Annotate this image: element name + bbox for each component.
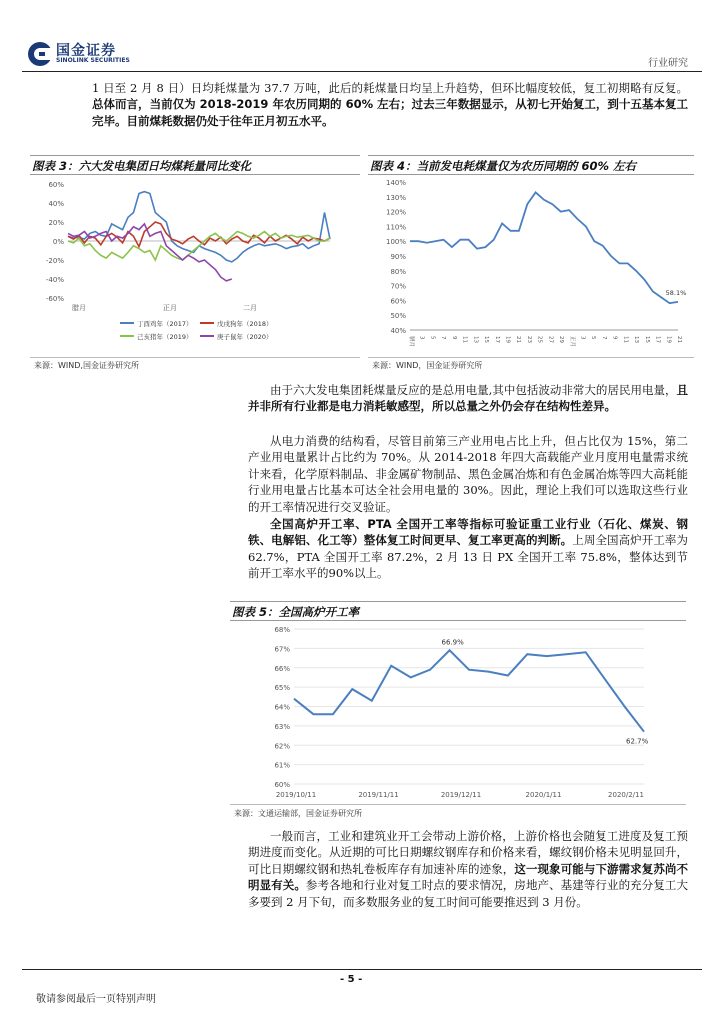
page-header bbox=[22, 38, 702, 70]
y-tick-label: 110% bbox=[385, 223, 406, 232]
paragraph-intro-line1: 1 日至 2 月 8 日）日均耗煤量为 37.7 万吨，此后的耗煤量日均呈上升趋势，但 bbox=[92, 81, 503, 95]
paragraph-electricity bbox=[248, 382, 688, 415]
x-tick-label: 3 bbox=[418, 336, 425, 340]
figure-3-source-divider bbox=[30, 357, 360, 358]
y-tick-label: 40% bbox=[390, 327, 406, 335]
section-label: 行业研究 bbox=[648, 58, 688, 69]
y-tick-label: 90% bbox=[390, 253, 406, 261]
y-tick-label: 60% bbox=[390, 297, 406, 306]
paragraph-intro bbox=[92, 80, 688, 129]
figure-4-chart bbox=[368, 176, 694, 356]
y-tick-label: 63% bbox=[274, 722, 290, 731]
x-tick-label: 17 bbox=[654, 336, 661, 343]
x-tick-label: 腊月 bbox=[408, 336, 414, 348]
figure-5-source-divider bbox=[230, 804, 686, 805]
y-tick-label: 68% bbox=[274, 626, 290, 634]
paragraph-structure: 从电力消费的结构看，尽管目前第三产业用电占比上升，但占比仅为 15%，第二产业用电量累计占比约为 70%。从 2014-2018 年四大高载能产业月度用电量需求统计来看，化学原料制品、非金属矿物制品、黑色金属冶炼和有色金属冶炼等四大高耗能行业用电量占比基本可达全社会用电量的 30%。因此，理论上我们可以选取这些行业的开工率情况进行交叉验证。 bbox=[248, 434, 688, 514]
x-tick-label: 2019/11/11 bbox=[358, 791, 399, 799]
paragraph-intro-line2: 环比幅度较低，复工初期略有反复。 bbox=[502, 81, 689, 95]
y-tick-label: 130% bbox=[385, 193, 406, 202]
x-tick-label: 15 bbox=[483, 336, 490, 343]
x-tick-label: 29 bbox=[558, 336, 565, 343]
y-tick-label: -40% bbox=[45, 276, 64, 284]
x-tick-label: 腊月 bbox=[72, 304, 86, 312]
x-tick-label: 9 bbox=[450, 336, 457, 340]
x-tick-label: 25 bbox=[536, 336, 543, 343]
y-tick-label: 66% bbox=[274, 664, 290, 673]
figure-4-source-divider bbox=[368, 357, 694, 358]
x-tick-label: 2020/1/11 bbox=[525, 791, 562, 799]
x-tick-label: 5 bbox=[590, 336, 597, 340]
paragraph-prices-bold: 这一现象可能与下游需求复苏尚不明显有关。 bbox=[248, 861, 689, 893]
x-tick-label: 9 bbox=[611, 336, 618, 340]
legend-label: 丁酉鸡年（2017） bbox=[137, 320, 193, 328]
x-tick-label: 11 bbox=[461, 336, 468, 343]
series-line-1 bbox=[294, 650, 644, 731]
x-tick-label: 正月 bbox=[163, 304, 177, 312]
paragraph-blast-furnace-normal: 上周全国高炉开工率为 62.7%，PTA 全国开工率 87.2%，2 月 13 日 PX 全国开工率 75.8%，整体达到节前开工率水平的90%以上。 bbox=[248, 533, 689, 581]
x-tick-label: 21 bbox=[515, 336, 522, 343]
y-tick-label: -20% bbox=[45, 257, 64, 265]
sinolink-logo-icon bbox=[26, 40, 54, 68]
x-tick-label: 2019/12/11 bbox=[440, 791, 482, 799]
logo-text-cn: 国金证券 bbox=[56, 43, 116, 59]
x-tick-label: 19 bbox=[504, 336, 511, 343]
paragraph-electricity-normal: 由于六大发电集团耗煤量反应的是总用电量,其中包括波动非常大的居民用电量， bbox=[270, 383, 677, 397]
x-tick-label: 5 bbox=[429, 336, 436, 340]
x-tick-label: 7 bbox=[440, 336, 447, 340]
figure-3-source: 来源：WIND,国金证券研究所 bbox=[34, 361, 139, 370]
y-tick-label: -60% bbox=[45, 295, 64, 303]
legend-label: 戊戌狗年（2018） bbox=[217, 320, 273, 328]
paragraph-prices-normal1: 一般而言，工业和建筑业开工会带动上游价格，上游价格也会随复工进度及复工预期进度而变化。从近期的可比日期螺纹钢库存和价格来看，螺纹钢价格未见明显回升，可比日期螺纹钢和热轧卷板库存有加速补库的迹象， bbox=[248, 829, 688, 876]
y-tick-label: 40% bbox=[48, 200, 64, 208]
series-line-1 bbox=[68, 192, 330, 262]
figure-4-source: 来源：WIND，国金证券研究所 bbox=[372, 361, 483, 370]
x-tick-label: 正月 bbox=[568, 336, 575, 348]
x-tick-label: 3 bbox=[579, 336, 586, 340]
legend-label: 庚子鼠年（2020） bbox=[217, 333, 273, 341]
y-tick-label: 65% bbox=[274, 684, 290, 693]
y-tick-label: 67% bbox=[274, 645, 290, 654]
y-tick-label: 62% bbox=[274, 742, 290, 751]
y-tick-label: 50% bbox=[390, 312, 406, 321]
y-tick-label: 0% bbox=[52, 238, 64, 246]
data-label-annotation: 58.1% bbox=[665, 289, 687, 298]
y-tick-label: 60% bbox=[274, 781, 290, 789]
y-tick-label: 64% bbox=[274, 703, 290, 712]
figure-3-title: 图表 3：六大发电集团日均煤耗量同比变化 bbox=[30, 155, 360, 175]
data-label-latest: 62.7% bbox=[626, 737, 649, 746]
x-tick-label: 23 bbox=[525, 336, 532, 343]
header-divider bbox=[22, 71, 702, 72]
figure-5-source: 来源：文通运输部，国金证券研究所 bbox=[234, 809, 362, 818]
data-label-peak: 66.9% bbox=[441, 638, 464, 647]
x-tick-label: 二月 bbox=[243, 304, 257, 312]
logo-text-en: SINOLINK SECURITIES bbox=[56, 57, 130, 64]
x-tick-label: 15 bbox=[643, 336, 650, 343]
paragraph-blast-furnace bbox=[248, 516, 688, 582]
y-tick-label: 80% bbox=[390, 267, 406, 276]
series-line-1 bbox=[410, 192, 678, 303]
figure-4-title: 图表 4：当前发电耗煤量仅为农历同期的 60% 左右 bbox=[368, 155, 694, 175]
page-number: - 5 - bbox=[340, 974, 363, 985]
x-tick-label: 13 bbox=[472, 336, 479, 343]
y-tick-label: 100% bbox=[385, 238, 406, 247]
x-tick-label: 13 bbox=[633, 336, 640, 343]
legend-label: 己亥猪年（2019） bbox=[137, 333, 193, 341]
figure-5-title: 图表 5：全国高炉开工率 bbox=[230, 601, 686, 621]
paragraph-blast-furnace-bold: 全国高炉开工率、PTA 全国开工率等指标可验证重工业行业（石化、煤炭、钢铁、电解铝、化工等）整体复工时间更早、复工率更高的判断。 bbox=[248, 517, 688, 548]
paragraph-prices bbox=[248, 828, 688, 910]
figure-3-chart bbox=[30, 176, 360, 356]
x-tick-label: 21 bbox=[676, 336, 682, 343]
y-tick-label: 120% bbox=[385, 208, 406, 217]
paragraph-prices-normal2: 参考各地和行业对复工时点的要求情况，房地产、基建等行业的充分复工大多要到 2 月下旬，而多数服务业的复工时间可能要推迟到 3 月份。 bbox=[248, 878, 688, 909]
x-tick-label: 2019/10/11 bbox=[275, 791, 317, 799]
x-tick-label: 11 bbox=[622, 336, 629, 343]
paragraph-electricity-bold: 且并非所有行业都是电力消耗敏感型，所以总量之外仍会存在结构性差异。 bbox=[248, 383, 688, 414]
y-tick-label: 140% bbox=[385, 179, 406, 187]
y-tick-label: 61% bbox=[274, 761, 290, 770]
footer-divider bbox=[22, 969, 702, 970]
figure-5-chart bbox=[230, 622, 686, 802]
x-tick-label: 2020/2/11 bbox=[608, 791, 644, 799]
paragraph-intro-bold: 总体而言，当前仅为 2018-2019 年农历同期的 60% 左右；过去三年数据显示，从初七开始复工，到十五基本复工完毕。目前煤耗数据仍处于往年正月初五水平。 bbox=[92, 97, 688, 128]
x-tick-label: 27 bbox=[547, 336, 554, 343]
footer-disclaimer: 敬请参阅最后一页特别声明 bbox=[36, 994, 156, 1005]
y-tick-label: 20% bbox=[48, 219, 64, 227]
x-tick-label: 7 bbox=[600, 336, 607, 340]
x-tick-label: 19 bbox=[665, 336, 672, 343]
y-tick-label: 60% bbox=[48, 181, 64, 189]
y-tick-label: 70% bbox=[390, 282, 406, 291]
x-tick-label: 17 bbox=[493, 336, 500, 343]
